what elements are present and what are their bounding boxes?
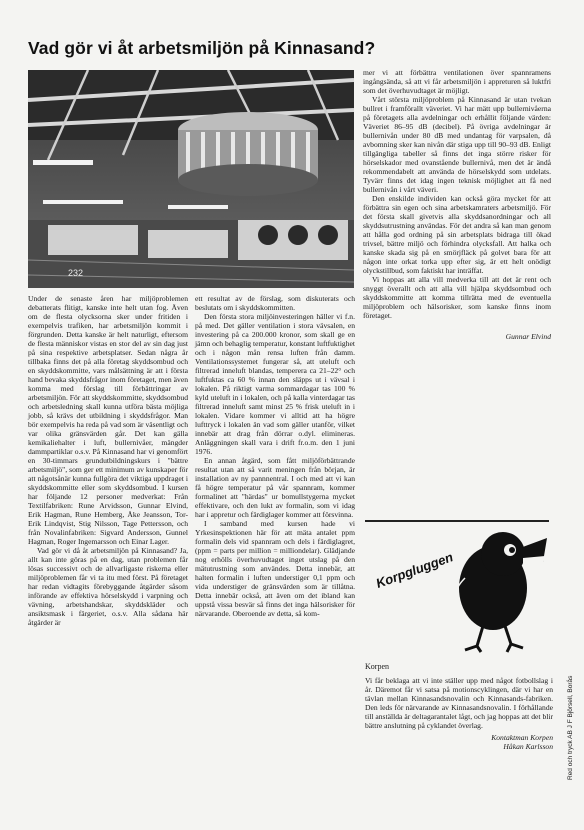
paragraph: I samband med kursen hade vi Yrkesinspektionen här för att mäta antalet ppm formalin dels vid spannram och dels i färdiglagret, (ppm = parts per million = milliondelar). Glädjande nog erhölls överhuvudtaget inget utslag på den mätutrustning som användes. Detta innebär, att halten formalin i luften understiger 0,1 ppm och vida understiger de gränsvärden som är tillåtna. Detta innebär också, att även om det ibland kan uppstå vissa besvär så finns det inga hälsorisker för närvarande. Oberoende av detta, så kom- [195, 519, 355, 618]
korpen-signature-role: Kontaktman Korpen [491, 733, 553, 742]
print-credit: Red och tryck AB J F Björsell, Borås [567, 675, 574, 780]
korpen-signature-name: Håkan Karlsson [503, 742, 553, 751]
column-3 [363, 68, 551, 341]
paragraph: Vad gör vi då åt arbetsmiljön på Kinnasand? Ja, allt kan inte göras på en dag, utan problemen får lösas successivt och de allvarligaste riskerna eller miljöproblemen får vi ta itu med först. På företaget har redan vidtagits förebyggande åtgärder såsom införande av effektiva hörselskydd i varpning och vävning, arbetshandskar, skyddskläder och ansiktsmask i färgeriet, o.s.v. Alla sådana här åtgärder är [28, 546, 188, 627]
paragraph: Vårt största miljöproblem på Kinnasand är utan tvekan bullret i framförallt väveriet. Vi har mätt upp bullernivåerna på företagets alla avdelningar och erhållit följande värden: Väveriet 86–95 dB (decibel). På övriga avdelningar är bullernivån under 80 dB med undantag för varpsalen, då avbomning sker kan nivån där stiga upp till 90–93 dB. Enligt tillgängliga tabeller så finns det inga större risker för hörselskador med ovanstående bullernivå, men det är ändå rekommendabelt att använda de hörselskydd som utdelats. Tyvärr finns det idag ingen teknisk möjlighet att få ned bullernivån i vårt väveri. [363, 95, 551, 194]
korpen-heading: Korpen [365, 662, 389, 671]
korpen-section [365, 676, 553, 751]
paragraph: Den första stora miljöinvesteringen häller vi f.n. på med. Det gäller ventilation i stora vävsalen, en investering på ca 200.000 kronor, som skall ge en jämn och behaglig temperatur, konstant luftfuktighet och i någon mån rensa luften från damm. Ventilationssystemet fungerar så, att uteluft och filtrerad inneluft blandas, temperera ca 21–22° och luftfuktas ca 60 % innan den släpps ut i vävsal i lokalen. På riktigt varma sommardagar tas 100 % kyld uteluft in i lokalen, och på kalla vinterdagar tas filtrerad inneluft samt minst 25 % frisk uteluft in i lokalen. Vidare kommer vi alltid att ha högre lufttryck i lokalen än vad som gäller utanför, vilket innebär att drag från dörrar o.dyl. elimineras. Anläggningen skall vara i drift fr.o.m. den 1 juni 1976. [195, 312, 355, 456]
section-divider [365, 520, 549, 522]
korpen-body: Vi får beklaga att vi inte ställer upp med något fotbollslag i år. Däremot får vi satsa på motionscyklingen, där vi har en tävlan mellan Kinnasandsnovalin och Kinnasands-fabriken. Den leds för närvarande av Kinnasandsnovalin. I förhållande till anställda är deltagarantalet lågt, och jag hoppas att det blir bättre anslutning på cyklandet överlag. [365, 676, 553, 730]
paragraph: Den enskilde individen kan också göra mycket för att förbättra sin egen och sina arbetskamraters arbetsmiljö. För det första skall givetvis alla skyddsanordningar och all skyddsutrustning användas. För det andra så kan man genom att hålla god ordning på sin arbetsplats bidraga till ökad trivsel, bättre miljö och förhindra olycksfall. Att halka och kanske skada sig på en smörjfläck på golvet bara för att någon inte orkat torka upp efter sig, är ett helt onödigt olyckstillbud, som faktiskt har inträffat. [363, 194, 551, 275]
column-1 [28, 294, 188, 627]
crow-illustration [365, 528, 549, 656]
paragraph: Under de senaste åren har miljöproblemen debatterats flitigt, kanske inte helt utan fog. Även om de flesta olycksorna sker under fritiden i exempelvis trafiken, har arbetsmiljön kommit i förgrunden. Detta kanske är helt naturligt, eftersom de flesta människor vistas en stor del av sin dag just på sina respektive arbetsplatser. Sedan några år tillbaka finns det på alla företag skyddsombud och en skyddskommitte, vars målsättning är att i första hand bevaka skyddsfrågor inom företaget, men även komma med förslag till förbättringar av arbetsmiljön. För att skyddskommitte, skyddsombud och arbetsledning skall kunna utföra bästa möjliga jobb, så krävs det utbildning i skyddsfrågor. Man bör exempelvis ha reda på vad som är väsentligt och var olika gränsvärden går. Det kan gälla kemikaliehalter i luft, bullernivåer, mängder dammpartiklar o.s.v. På Kinnasand har vi genomfört en 30-timmars grundutbildningskurs i "bättre arbetsmiljö", som ger ett minimum av kunskaper för att någotsånär kunna fullgöra det viktiga uppdraget i skyddskommitte eller som skyddsombud. I kursen har följande 12 personer medverkat: Från Textilfabriken: Rune Arvidsson, Gunnar Elvind, Erik Hagman, Rune Hemberg, Åke Jeansson, Tor-Erik Lindqvist, Stig Nilsson, Tage Pettersson, och från Novalinfabriken: Sigvard Andersson, Gunnel Hagman, Roger Ingemarsson och Einar Lager. [28, 294, 188, 546]
paragraph: Vi hoppas att alla vill medverka till att det är rent och snyggt överallt och att alla vill hjälpa skyddsombud och skyddskommitte att komma tillrätta med de eventuella miljöproblem och hälsorisker, som kanske finns inom företaget. [363, 275, 551, 320]
paragraph: ett resultat av de förslag, som diskuterats och beslutats om i skyddskommitten. [195, 294, 355, 312]
paragraph: En annan åtgärd, som fått miljöförbättrande resultat utan att så varit meningen från början, är installation av ny pannnentral. I och med att vi kan få högre temperatur på vår spannram, kommer formalinet att "härdas" ur bomullstygerna mycket effektivare, och den lukt av formalin, som vi idag har i appretur och färdiglager kommer att försvinna. [195, 456, 355, 519]
paragraph: mer vi att förbättra ventilationen över spannramens ingångsända, så att vi får arbetsmiljön i appreturen så luktfri som det överhuvudtaget är möjligt. [363, 68, 551, 95]
korpgluggen-logo-text: Korpgluggen [373, 549, 456, 591]
headline: Vad gör vi åt arbetsmiljön på Kinnasand? [28, 38, 376, 58]
column-2 [195, 294, 355, 618]
factory-photo [28, 70, 354, 288]
author-signature: Gunnar Elvind [505, 332, 551, 341]
photo-label: 232 [68, 268, 84, 278]
